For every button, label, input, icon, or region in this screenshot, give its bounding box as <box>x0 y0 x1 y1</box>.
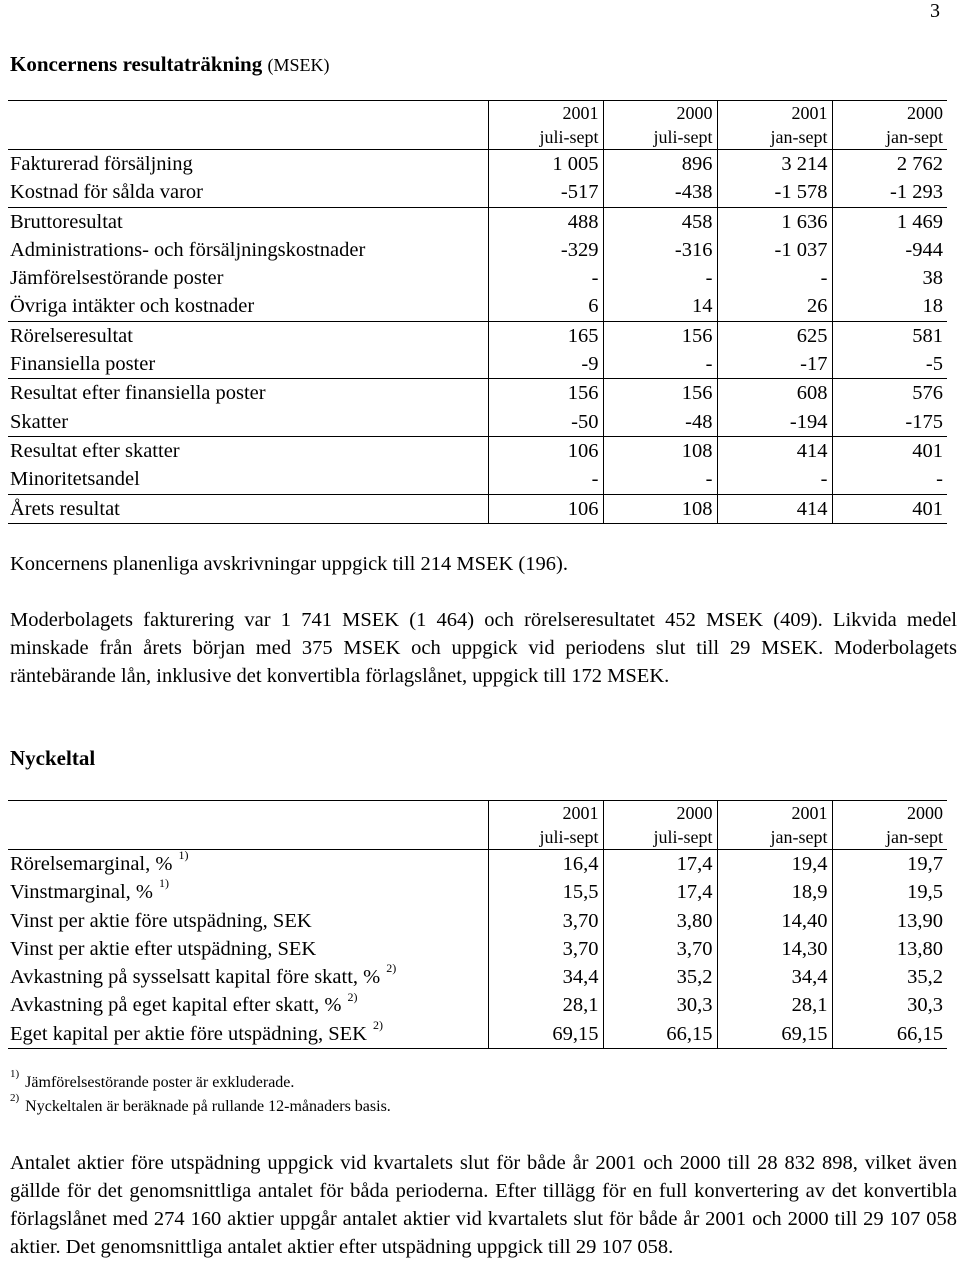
col-period: juli-sept <box>653 827 713 847</box>
kpi-header-row <box>8 801 947 850</box>
row-label: Rörelseresultat <box>8 321 488 350</box>
row-value: 17,4 <box>603 850 717 879</box>
income-row <box>8 321 947 350</box>
row-value: 16,4 <box>488 850 603 879</box>
income-header-row <box>8 101 947 150</box>
row-label: Skatter <box>10 410 69 433</box>
row-value: 1 005 <box>488 150 603 179</box>
row-value: 488 <box>488 207 603 236</box>
row-label-text: Vinst per aktie före utspädning, SEK <box>10 909 312 932</box>
row-value: -175 <box>832 408 947 437</box>
row-value: 2 762 <box>832 150 947 179</box>
footnote-ref: 2) <box>347 989 358 1004</box>
row-label-text: Vinst per aktie efter utspädning, SEK <box>10 937 317 960</box>
row-value: 66,15 <box>832 1020 947 1049</box>
row-value: 156 <box>603 379 717 408</box>
footnote-mark: 1) <box>10 1067 20 1080</box>
row-label: Bruttoresultat <box>8 207 488 236</box>
row-label-text: Avkastning på eget kapital efter skatt, % <box>10 994 342 1017</box>
row-label: Resultat efter skatter <box>8 436 488 465</box>
row-value: 106 <box>488 436 603 465</box>
footnote-ref: 1) <box>159 876 170 891</box>
col-period: juli-sept <box>539 827 599 847</box>
row-value: 13,80 <box>832 935 947 963</box>
row-value: - <box>832 465 947 494</box>
row-value: 69,15 <box>488 1020 603 1049</box>
row-value: 38 <box>832 264 947 292</box>
row-value: -1 037 <box>717 236 832 264</box>
row-value: 13,90 <box>832 907 947 935</box>
row-value: 14 <box>603 292 717 321</box>
row-value: 28,1 <box>488 991 603 1019</box>
kpi-row <box>8 1020 947 1049</box>
row-value: - <box>603 264 717 292</box>
row-value: 401 <box>832 436 947 465</box>
income-title-unit: (MSEK) <box>267 55 330 75</box>
income-row <box>8 436 947 465</box>
row-value: 1 636 <box>717 207 832 236</box>
row-value: - <box>603 350 717 379</box>
kpi-row <box>8 850 947 879</box>
col-year: 2001 <box>562 803 599 823</box>
row-value: 19,7 <box>832 850 947 879</box>
row-value: -438 <box>603 178 717 207</box>
row-value: 106 <box>488 494 603 523</box>
row-value: 3 214 <box>717 150 832 179</box>
row-value: 35,2 <box>603 963 717 991</box>
row-value: -5 <box>832 350 947 379</box>
parent-company-text: Moderbolagets fakturering var 1 741 MSEK (1 464) och rörelseresultatet 452 MSEK (409). Likvida medel minskade från årets början med 375 MSEK och uppgick vid periodens slut till 29 MSEK. Moderbolagets räntebärande lån, inklusive det konvertibla förlagslånet, uppgick till 172 MSEK. <box>10 609 957 687</box>
income-col-header <box>832 101 947 150</box>
row-value: 3,70 <box>488 907 603 935</box>
row-label <box>8 1017 488 1049</box>
kpi-col-header <box>603 801 717 850</box>
kpi-row <box>8 907 947 935</box>
row-label <box>8 963 488 991</box>
col-year: 2000 <box>676 803 713 823</box>
row-label <box>8 878 488 906</box>
row-value: 30,3 <box>603 991 717 1019</box>
footnote-text: Jämförelsestörande poster är exkluderade. <box>25 1074 295 1091</box>
row-value: 3,80 <box>603 907 717 935</box>
footnote-ref: 2) <box>372 1017 383 1032</box>
row-value: 458 <box>603 207 717 236</box>
income-row <box>8 178 947 207</box>
kpi-row <box>8 991 947 1019</box>
footnote-2 <box>10 1091 391 1117</box>
income-row <box>8 264 947 292</box>
kpi-col-header <box>832 801 947 850</box>
income-row <box>8 408 947 437</box>
row-value: -17 <box>717 350 832 379</box>
row-label: Kostnad för sålda varor <box>10 181 203 204</box>
row-label: Resultat efter finansiella poster <box>8 379 488 408</box>
row-value: 34,4 <box>717 963 832 991</box>
row-value: 34,4 <box>488 963 603 991</box>
kpi-col-header <box>717 801 832 850</box>
row-value: -9 <box>488 350 603 379</box>
row-value: 6 <box>488 292 603 321</box>
row-value: 108 <box>603 494 717 523</box>
row-label-text: Rörelsemarginal, % <box>10 853 173 875</box>
row-value: 69,15 <box>717 1020 832 1049</box>
row-value: 3,70 <box>488 935 603 963</box>
row-label: Jämförelsestörande poster <box>10 267 224 290</box>
row-label <box>8 907 488 935</box>
row-label <box>8 991 488 1019</box>
row-label <box>8 850 488 879</box>
row-value: 17,4 <box>603 878 717 906</box>
income-header-blank <box>8 101 488 150</box>
kpi-col-header <box>488 801 603 850</box>
income-row <box>8 207 947 236</box>
row-label-text: Vinstmarginal, % <box>10 881 154 904</box>
row-value: - <box>717 465 832 494</box>
income-col-header <box>603 101 717 150</box>
footnote-mark: 2) <box>10 1091 20 1104</box>
row-value: 14,40 <box>717 907 832 935</box>
row-value: 1 469 <box>832 207 947 236</box>
row-value: 19,5 <box>832 878 947 906</box>
col-period: jan-sept <box>770 127 828 147</box>
footnote-ref: 1) <box>178 848 189 863</box>
income-statement-table <box>8 100 947 524</box>
footnote-text: Nyckeltalen är beräknade på rullande 12-månaders basis. <box>25 1098 391 1115</box>
row-label: Årets resultat <box>8 494 488 523</box>
footnote-ref: 2) <box>386 961 397 976</box>
row-value: 581 <box>832 321 947 350</box>
row-label: Fakturerad försäljning <box>8 150 488 179</box>
row-value: 414 <box>717 436 832 465</box>
row-value: 19,4 <box>717 850 832 879</box>
kpi-header-blank <box>8 801 488 850</box>
col-period: jan-sept <box>886 127 943 147</box>
row-value: - <box>717 264 832 292</box>
row-value: 15,5 <box>488 878 603 906</box>
row-value: - <box>488 264 603 292</box>
col-period: jan-sept <box>886 827 943 847</box>
col-year: 2001 <box>791 103 828 123</box>
row-value: 165 <box>488 321 603 350</box>
row-value: 66,15 <box>603 1020 717 1049</box>
row-label-text: Eget kapital per aktie före utspädning, SEK <box>10 1022 367 1045</box>
row-value: 14,30 <box>717 935 832 963</box>
page-number: 3 <box>930 0 940 22</box>
row-value: 625 <box>717 321 832 350</box>
income-row <box>8 236 947 264</box>
row-value: -944 <box>832 236 947 264</box>
row-value: 608 <box>717 379 832 408</box>
row-value: 28,1 <box>717 991 832 1019</box>
row-value: - <box>603 465 717 494</box>
row-value: 26 <box>717 292 832 321</box>
income-col-header <box>717 101 832 150</box>
row-value: 156 <box>488 379 603 408</box>
kpi-row <box>8 878 947 906</box>
col-period: juli-sept <box>653 127 713 147</box>
row-value: 156 <box>603 321 717 350</box>
col-year: 2000 <box>907 103 943 123</box>
row-label <box>8 935 488 963</box>
income-col-header <box>488 101 603 150</box>
col-year: 2000 <box>676 103 713 123</box>
kpi-row <box>8 963 947 991</box>
row-value: 414 <box>717 494 832 523</box>
row-value: -194 <box>717 408 832 437</box>
col-period: juli-sept <box>539 127 599 147</box>
kpi-table <box>8 800 947 1049</box>
income-row <box>8 379 947 408</box>
income-row <box>8 465 947 494</box>
row-value: 30,3 <box>832 991 947 1019</box>
row-label: Finansiella poster <box>10 353 156 376</box>
row-value: - <box>488 465 603 494</box>
col-period: jan-sept <box>770 827 828 847</box>
row-value: -48 <box>603 408 717 437</box>
row-value: 401 <box>832 494 947 523</box>
kpi-row <box>8 935 947 963</box>
row-value: -517 <box>488 178 603 207</box>
row-value: -329 <box>488 236 603 264</box>
row-value: 35,2 <box>832 963 947 991</box>
income-statement-title <box>10 52 329 77</box>
footnote-1 <box>10 1067 295 1093</box>
income-row <box>8 350 947 379</box>
row-label: Administrations- och försäljningskostnader <box>10 238 366 261</box>
kpi-title: Nyckeltal <box>10 746 96 770</box>
income-row <box>8 292 947 321</box>
income-row <box>8 150 947 179</box>
row-label: Minoritetsandel <box>10 468 140 491</box>
row-value: -1 578 <box>717 178 832 207</box>
row-value: -316 <box>603 236 717 264</box>
col-year: 2000 <box>907 803 943 823</box>
shares-text: Antalet aktier före utspädning uppgick vid kvartalets slut för både år 2001 och 2000 till 28 832 898, vilket även gällde för det genomsnittliga antalet för båda perioderna. Efter tillägg för en full konvertering av det konvertibla förlagslånet med 274 160 aktier uppgår antalet aktier vid kvartalets slut för både år 2001 och 2000 till 29 107 058 aktier. Det genomsnittliga antalet aktier efter utspädning uppgick till 29 107 058. <box>10 1152 957 1258</box>
row-value: 576 <box>832 379 947 408</box>
row-value: 18 <box>832 292 947 321</box>
income-title-text: Koncernens resultaträkning <box>10 52 263 76</box>
col-year: 2001 <box>791 803 828 823</box>
depreciation-text: Koncernens planenliga avskrivningar uppgick till 214 MSEK (196). <box>10 553 568 575</box>
row-label-text: Avkastning på sysselsatt kapital före skatt, % <box>10 966 381 989</box>
row-value: -1 293 <box>832 178 947 207</box>
income-row <box>8 494 947 523</box>
row-value: -50 <box>488 408 603 437</box>
col-year: 2001 <box>562 103 599 123</box>
row-value: 3,70 <box>603 935 717 963</box>
row-value: 18,9 <box>717 878 832 906</box>
row-label: Övriga intäkter och kostnader <box>10 295 255 318</box>
row-value: 108 <box>603 436 717 465</box>
row-value: 896 <box>603 150 717 179</box>
